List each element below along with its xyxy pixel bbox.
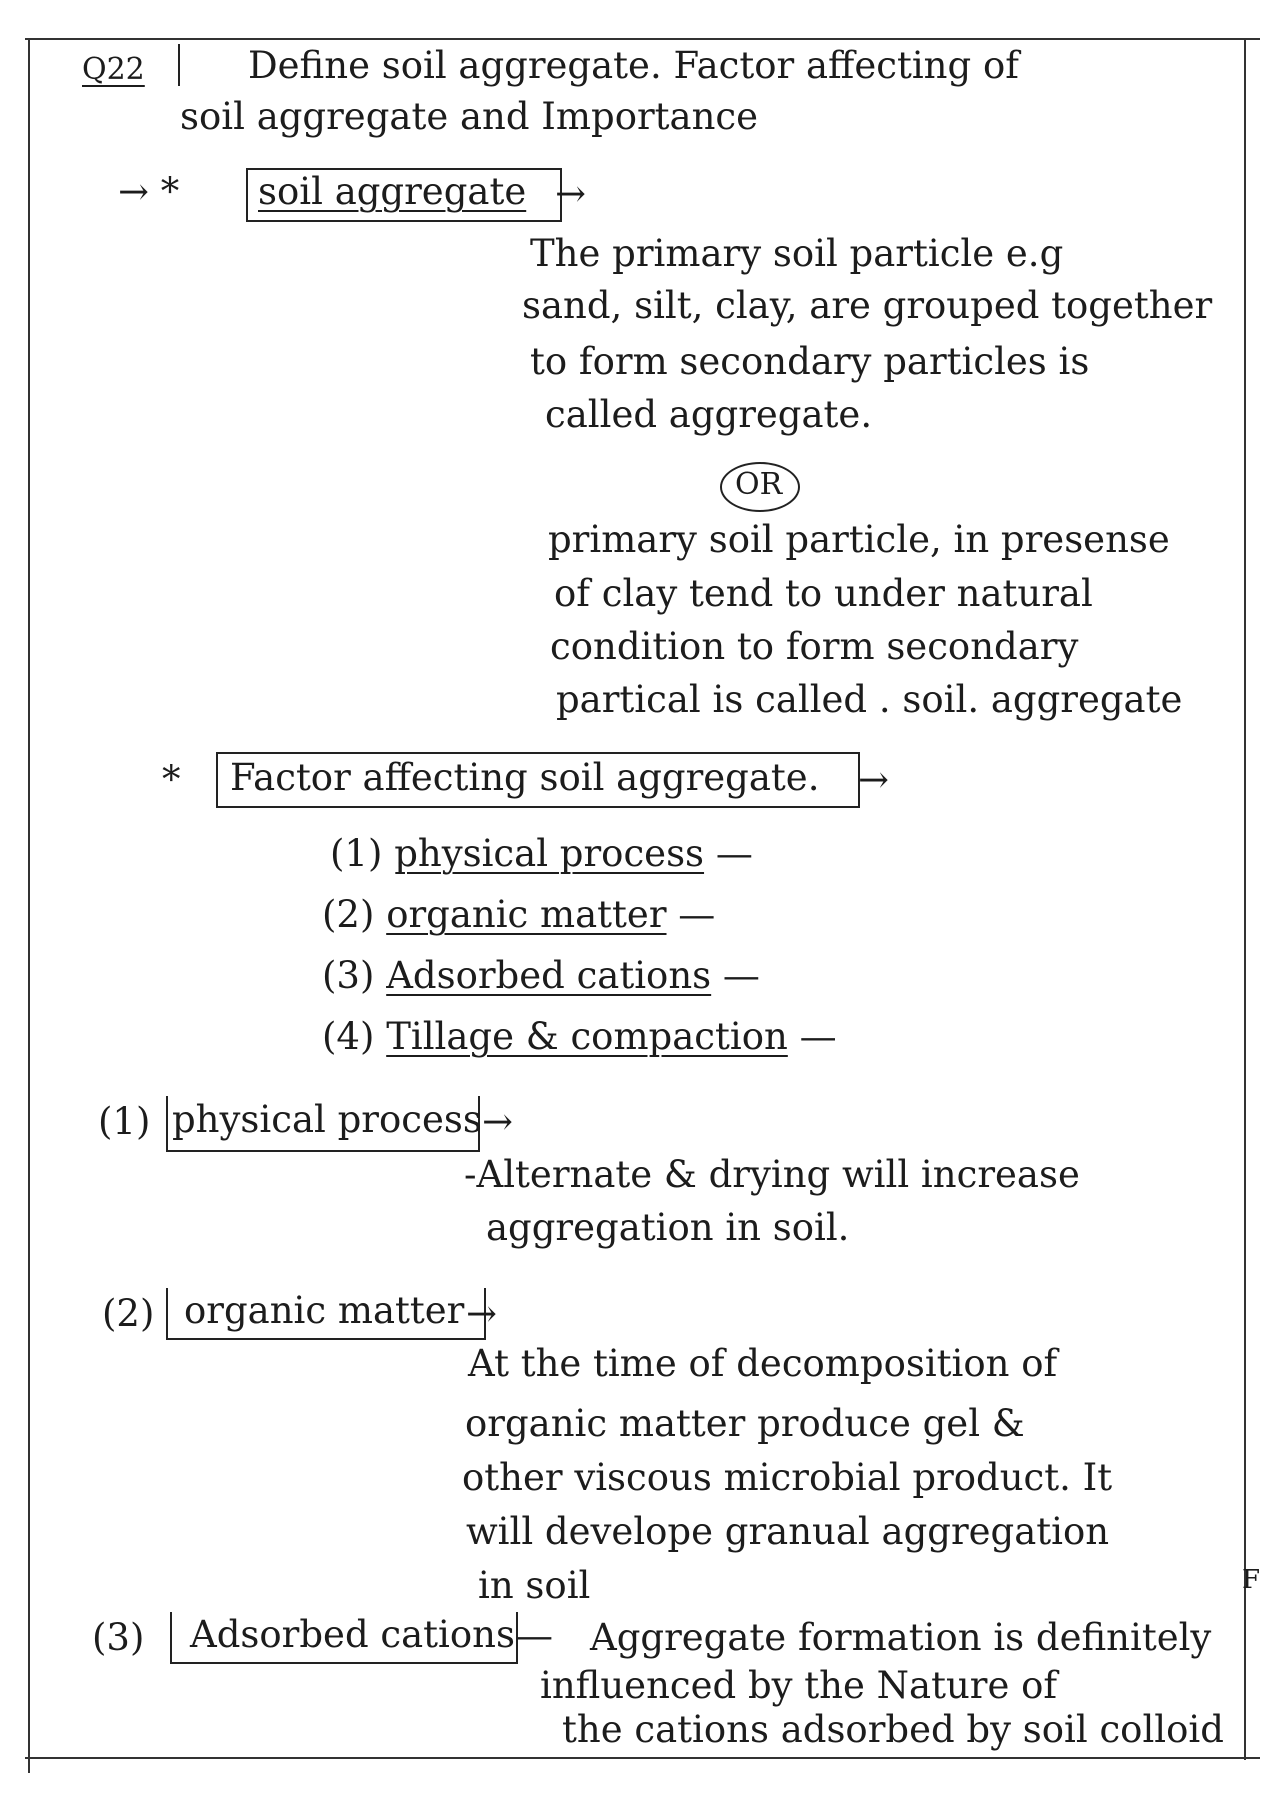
cations-line-2: influenced by the Nature of	[540, 1664, 1058, 1707]
factors-heading: Factor affecting soil aggregate.	[230, 756, 820, 799]
aggregate-heading-arrow: →	[555, 172, 587, 215]
physical-heading-arrow: →	[482, 1100, 514, 1143]
margin-mark: F	[1242, 1565, 1261, 1595]
or-label: OR	[735, 467, 783, 502]
question-line-2: soil aggregate and Importance	[180, 95, 759, 138]
page-top-rule	[25, 38, 1260, 40]
factor-item-1: (1) physical process —	[330, 832, 753, 875]
aggregate-def2-line-3: condition to form secondary	[550, 625, 1079, 668]
page-right-rule	[1244, 38, 1246, 1760]
aggregate-heading: soil aggregate	[258, 170, 527, 213]
organic-line-4: will develope granual aggregation	[466, 1510, 1110, 1553]
aggregate-def2-line-4: partical is called . soil. aggregate	[556, 678, 1183, 721]
question-number-bracket	[80, 44, 180, 86]
question-number: Q22	[82, 52, 145, 87]
physical-num: (1)	[98, 1100, 151, 1143]
physical-line-1: -Alternate & drying will increase	[464, 1153, 1080, 1196]
factors-bullet: *	[162, 758, 181, 801]
organic-line-5: in soil	[478, 1564, 591, 1607]
organic-num: (2)	[102, 1292, 155, 1335]
organic-line-2: organic matter produce gel &	[465, 1402, 1025, 1445]
aggregate-def1-line-2: sand, silt, clay, are grouped together	[522, 284, 1213, 327]
aggregate-def2-line-2: of clay tend to under natural	[554, 572, 1093, 615]
organic-line-3: other viscous microbial product. It	[462, 1456, 1113, 1499]
factor-item-2: (2) organic matter —	[322, 893, 716, 936]
cations-heading: Adsorbed cations	[190, 1613, 515, 1656]
factor-item-3: (3) Adsorbed cations —	[322, 954, 760, 997]
question-line-1: Define soil aggregate. Factor affecting of	[248, 44, 1019, 87]
aggregate-def2-line-1: primary soil particle, in presense	[548, 518, 1170, 561]
physical-heading: physical process	[172, 1098, 482, 1141]
aggregate-def1-line-1: The primary soil particle e.g	[530, 232, 1064, 275]
cations-num: (3)	[92, 1616, 145, 1659]
factors-heading-arrow: →	[858, 758, 890, 801]
cations-line-3: the cations adsorbed by soil colloid	[562, 1708, 1224, 1751]
factor-item-4: (4) Tillage & compaction —	[322, 1015, 837, 1058]
organic-heading: organic matter	[184, 1289, 465, 1332]
page-bottom-rule	[25, 1757, 1260, 1759]
organic-line-1: At the time of decomposition of	[468, 1342, 1058, 1385]
organic-heading-arrow: →	[466, 1292, 498, 1335]
cations-heading-dash: —	[516, 1614, 553, 1657]
aggregate-def1-line-3: to form secondary particles is	[530, 340, 1090, 383]
cations-line-1: Aggregate formation is definitely	[590, 1616, 1212, 1659]
physical-line-2: aggregation in soil.	[486, 1206, 850, 1249]
aggregate-bullet: → *	[118, 170, 180, 213]
page-left-rule	[28, 38, 30, 1773]
aggregate-def1-line-4: called aggregate.	[545, 393, 873, 436]
